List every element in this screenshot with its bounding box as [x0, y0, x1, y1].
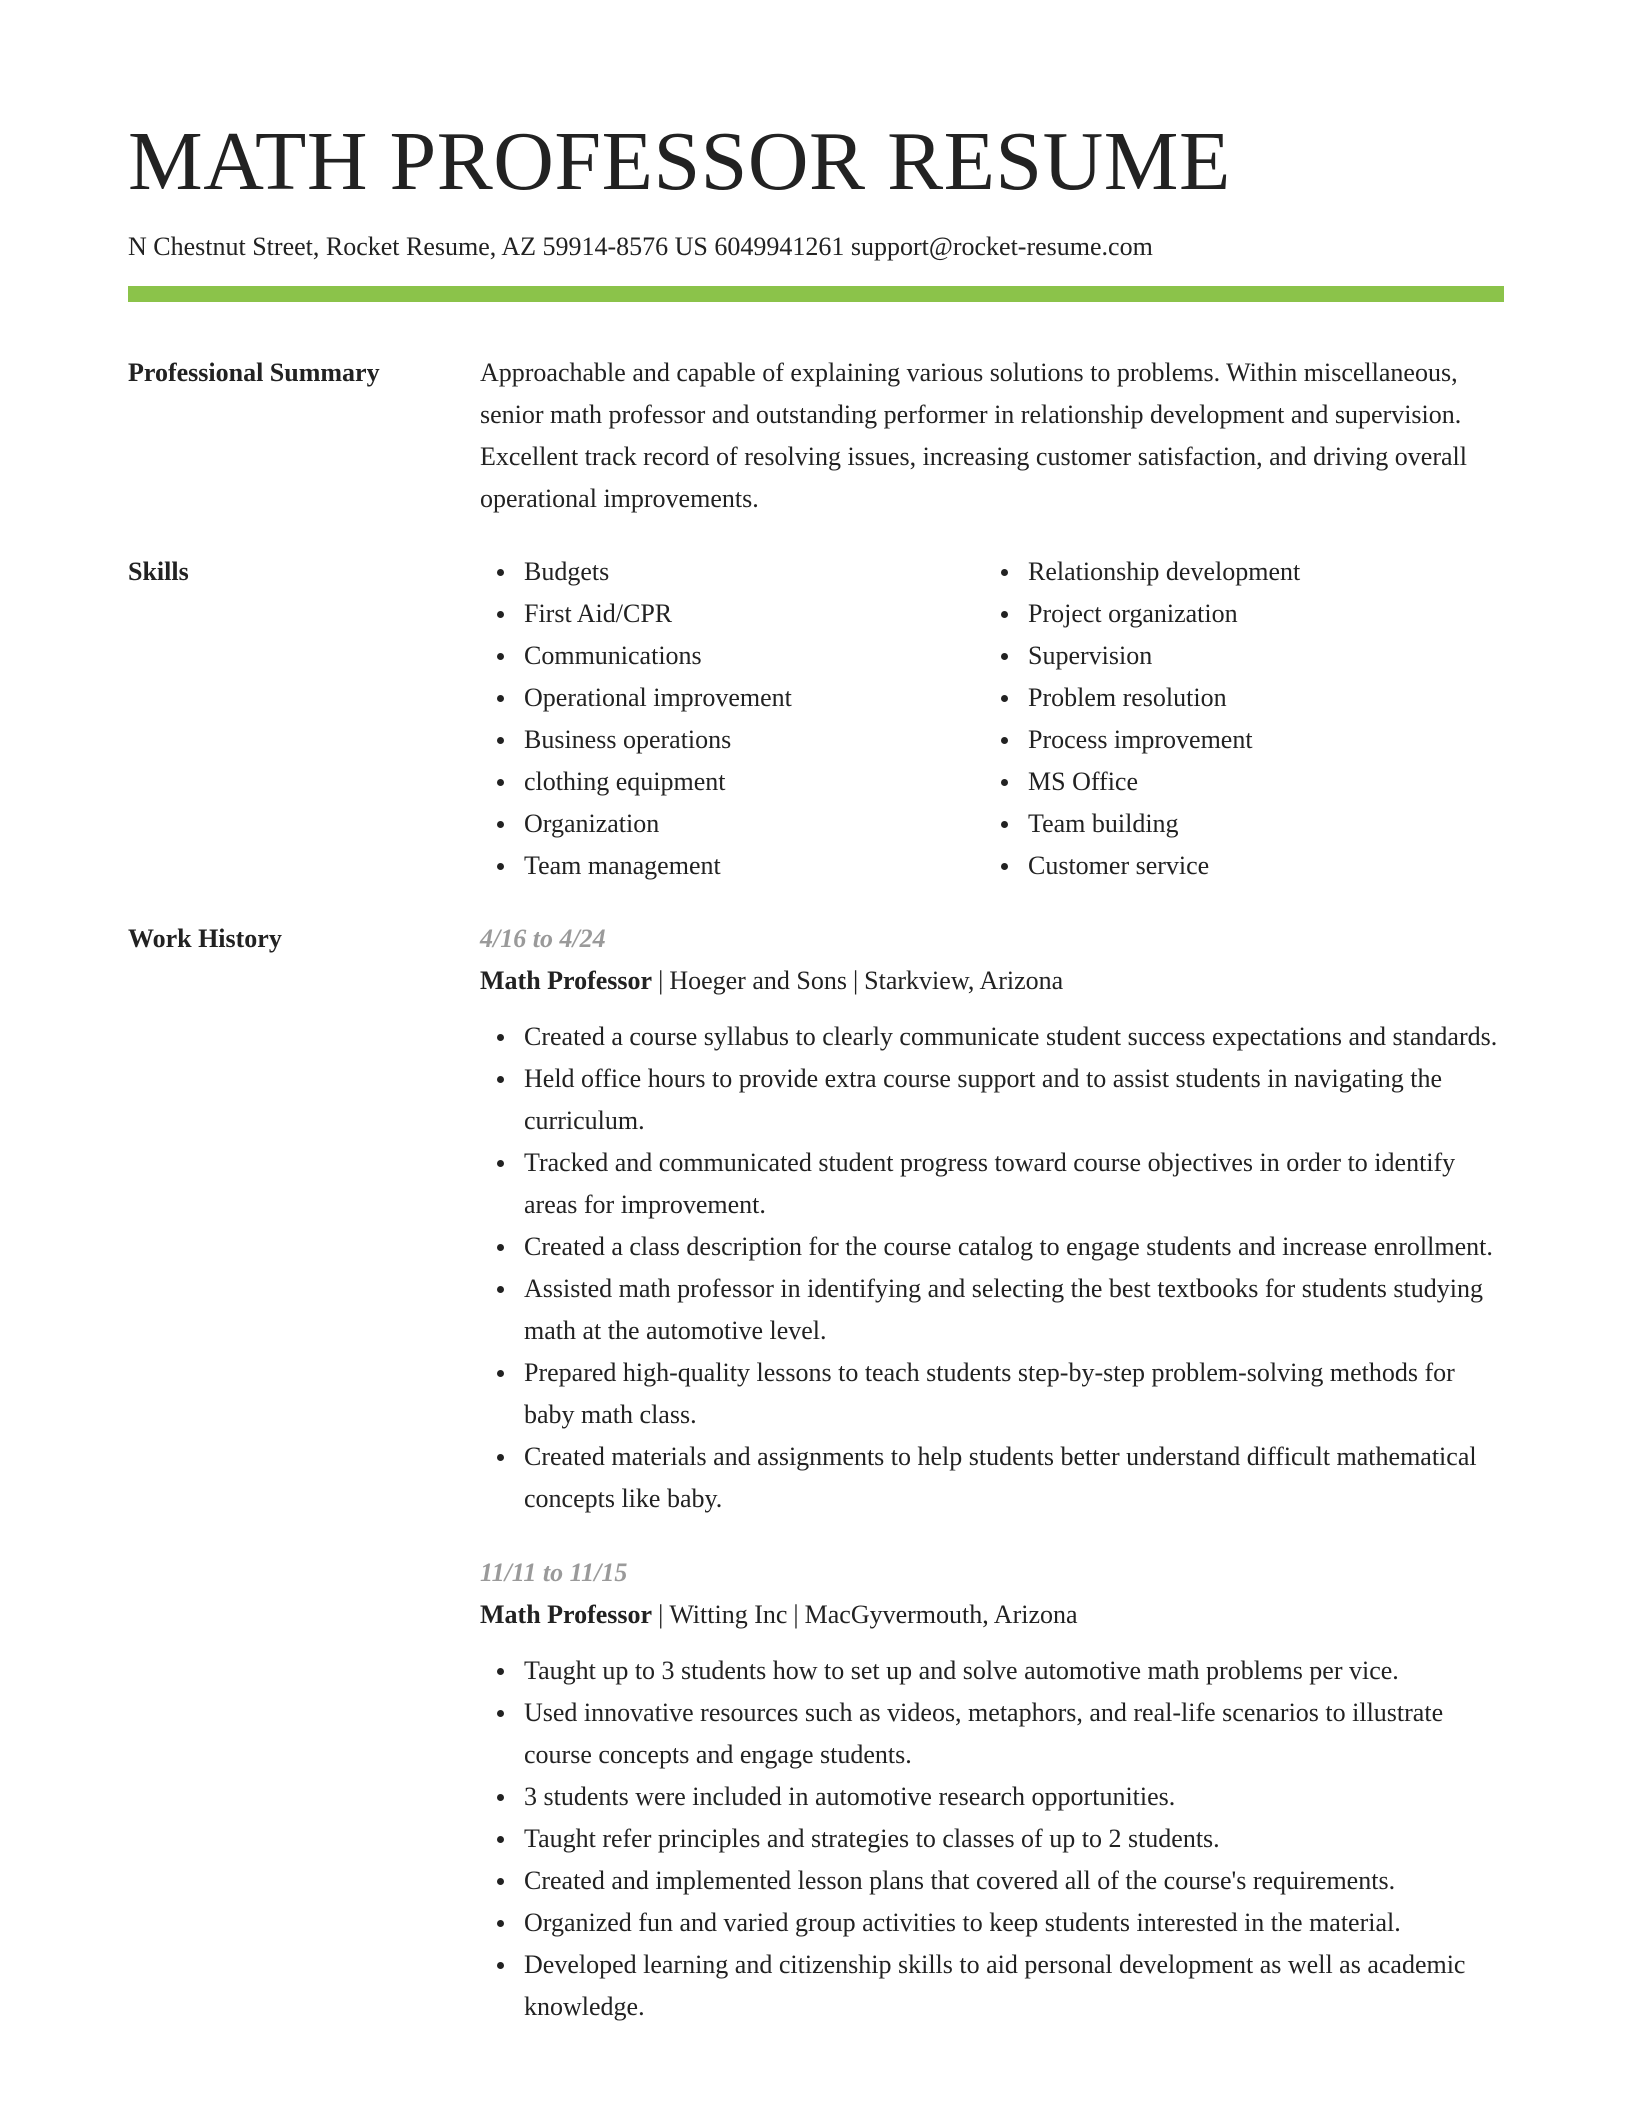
skill-item: Relationship development	[1028, 551, 1488, 593]
work-body	[480, 918, 1504, 2028]
separator: |	[852, 965, 859, 995]
job-duties-list	[480, 1650, 1504, 2028]
job-duty-item: Created materials and assignments to help students better understand difficult mathematical concepts like baby.	[524, 1436, 1504, 1520]
skill-item: Process improvement	[1028, 719, 1488, 761]
job-duty-item: Organized fun and varied group activities to keep students interested in the material.	[524, 1902, 1504, 1944]
job-dates: 11/11 to 11/15	[480, 1557, 628, 1587]
job-location: MacGyvermouth, Arizona	[804, 1599, 1078, 1629]
job-company: Hoeger and Sons	[669, 965, 847, 995]
skill-item: Business operations	[524, 719, 984, 761]
separator: |	[658, 1599, 664, 1629]
job-header	[480, 1594, 1504, 1636]
job-duty-item: Developed learning and citizenship skills to aid personal development as well as academic knowledge.	[524, 1944, 1504, 2028]
job-duty-item: Created a course syllabus to clearly communicate student success expectations and standards.	[524, 1016, 1504, 1058]
skill-item: First Aid/CPR	[524, 593, 984, 635]
skill-item: Communications	[524, 635, 984, 677]
summary-heading: Professional Summary	[128, 357, 380, 387]
job-entry	[480, 918, 1504, 1520]
skill-item: clothing equipment	[524, 761, 984, 803]
skill-item: Team management	[524, 845, 984, 887]
job-duty-item: Assisted math professor in identifying and selecting the best textbooks for students studying math at the automotive level.	[524, 1268, 1504, 1352]
separator: |	[658, 965, 664, 995]
job-duty-item: 3 students were included in automotive research opportunities.	[524, 1776, 1504, 1818]
summary-section	[128, 352, 1504, 520]
skills-body	[480, 551, 1504, 887]
accent-divider	[128, 286, 1504, 302]
skills-heading: Skills	[128, 556, 189, 586]
work-heading: Work History	[128, 923, 282, 953]
job-duties-list	[480, 1016, 1504, 1520]
skill-item: Supervision	[1028, 635, 1488, 677]
skill-item: Project organization	[1028, 593, 1488, 635]
skill-item: Operational improvement	[524, 677, 984, 719]
job-duty-item: Used innovative resources such as videos, metaphors, and real-life scenarios to illustrate course concepts and engage students.	[524, 1692, 1504, 1776]
job-entry	[480, 1552, 1504, 2028]
separator: |	[793, 1599, 799, 1629]
job-duty-item: Prepared high-quality lessons to teach students step-by-step problem-solving methods for baby math class.	[524, 1352, 1504, 1436]
contact-info: N Chestnut Street, Rocket Resume, AZ 59914-8576 US 6049941261 support@rocket-resume.com	[128, 232, 1153, 261]
job-title: Math Professor	[480, 965, 653, 995]
job-header	[480, 960, 1504, 1002]
job-duty-item: Taught up to 3 students how to set up and solve automotive math problems per vice.	[524, 1650, 1504, 1692]
skill-item: Team building	[1028, 803, 1488, 845]
skill-item: MS Office	[1028, 761, 1488, 803]
skill-item: Budgets	[524, 551, 984, 593]
job-duty-item: Taught refer principles and strategies to classes of up to 2 students.	[524, 1818, 1504, 1860]
job-dates: 4/16 to 4/24	[480, 923, 606, 953]
job-title: Math Professor	[480, 1599, 653, 1629]
skills-section	[128, 551, 1504, 887]
skill-item: Organization	[524, 803, 984, 845]
job-location: Starkview, Arizona	[864, 965, 1064, 995]
skills-list-left	[480, 551, 984, 887]
summary-body	[480, 352, 1504, 520]
work-section	[128, 918, 1504, 2028]
skill-item: Problem resolution	[1028, 677, 1488, 719]
job-duty-item: Created and implemented lesson plans that covered all of the course's requirements.	[524, 1860, 1504, 1902]
summary-text: Approachable and capable of explaining various solutions to problems. Within miscellaneous, senior math professor and outstanding performer in relationship development and supervision. Excellent track record of resolving issues, increasing customer satisfaction, and driving overall operational improvements.	[480, 357, 1467, 513]
resume-title: MATH PROFESSOR RESUME	[128, 115, 1231, 208]
job-duty-item: Held office hours to provide extra course support and to assist students in navigating the curriculum.	[524, 1058, 1504, 1142]
job-company: Witting Inc	[669, 1599, 788, 1629]
job-duty-item: Tracked and communicated student progress toward course objectives in order to identify areas for improvement.	[524, 1142, 1504, 1226]
job-duty-item: Created a class description for the course catalog to engage students and increase enrollment.	[524, 1226, 1504, 1268]
skills-list-right	[984, 551, 1488, 887]
skill-item: Customer service	[1028, 845, 1488, 887]
